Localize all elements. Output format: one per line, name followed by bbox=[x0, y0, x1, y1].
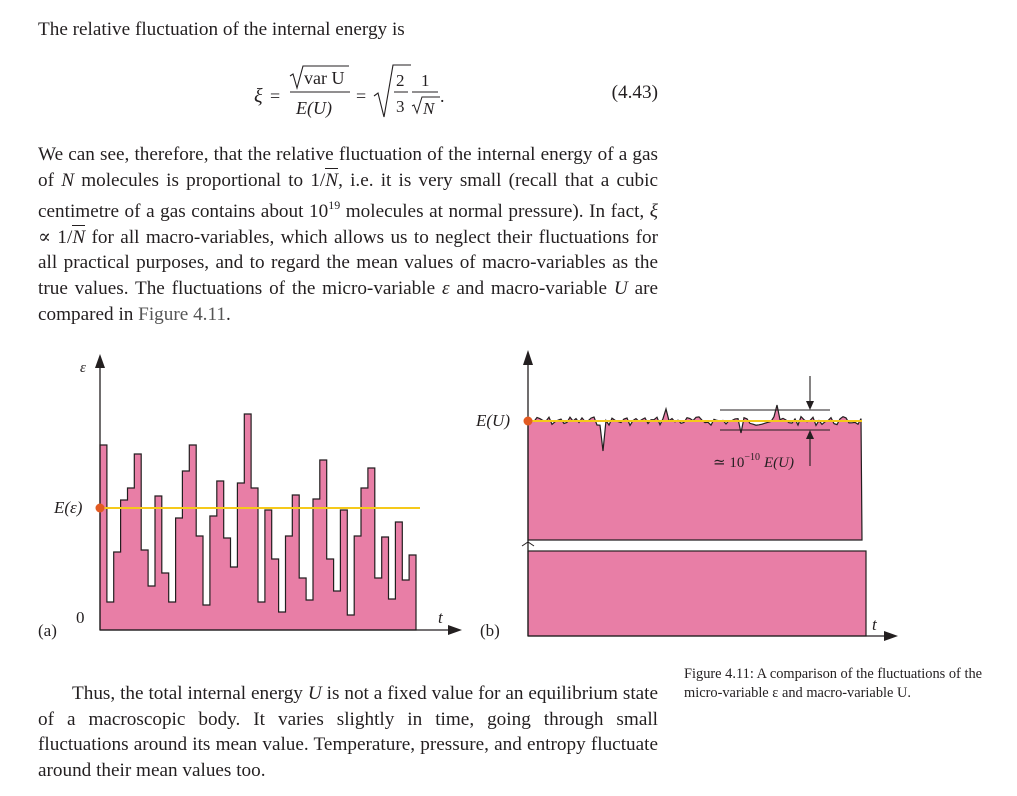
paragraph-1 bbox=[38, 142, 658, 327]
micro-variable-fluctuation-trace bbox=[100, 414, 416, 630]
mean-label-a: E(ε) bbox=[54, 498, 83, 517]
equation-equals-2: = bbox=[356, 86, 367, 106]
big-radical-sign bbox=[374, 65, 411, 117]
equation-one: 1 bbox=[421, 71, 430, 90]
x-axis-arrow-a bbox=[448, 625, 462, 635]
x-axis-label-b: t bbox=[872, 615, 877, 634]
magnitude-annotation: ≃ $10^{-10}$ E(U) bbox=[713, 452, 794, 471]
math-n: N bbox=[61, 169, 74, 191]
text-span: , i.e. it is very small (recall that a cubic centimetre of a gas contains about 10 bbox=[38, 169, 659, 223]
math-u: U bbox=[613, 277, 628, 299]
text-span: molecules is proportional to 1/ bbox=[81, 169, 326, 191]
paragraph-2 bbox=[38, 681, 658, 783]
y-axis-label-a: ε bbox=[80, 360, 86, 376]
text-span: are compared in bbox=[38, 277, 659, 325]
panel-label-a: (a) bbox=[38, 621, 57, 640]
equation-period: . bbox=[440, 86, 445, 106]
bracket-arrowhead-down bbox=[806, 401, 814, 410]
intro-text: The relative fluctuation of the internal energy is bbox=[38, 19, 405, 40]
equation-number: (4.43) bbox=[611, 82, 658, 103]
macro-variable-upper-block bbox=[528, 405, 862, 540]
text-span: ∝ 1/ bbox=[38, 226, 73, 248]
panel-label-b: (b) bbox=[480, 621, 500, 640]
figure-4-11 bbox=[0, 340, 1017, 650]
frac-numerator: 2 bbox=[396, 71, 405, 90]
figure-caption: Figure 4.11: A comparison of the fluctuations of the micro-variable ε and macro-variable U. bbox=[684, 666, 983, 701]
mean-dot-b bbox=[524, 417, 533, 426]
mean-label-b: E(U) bbox=[476, 411, 510, 430]
macro-variable-lower-block bbox=[528, 551, 866, 636]
text-span: for all macro-variables, which allows us to neglect their fluctuations for all practical purposes, and to regard the mean values of macro-variables as the true values. The fluctuations of the micro-variable bbox=[38, 226, 658, 299]
equation-graphic bbox=[238, 62, 658, 128]
math-n: N bbox=[72, 226, 86, 248]
math-xi: ξ bbox=[649, 201, 659, 223]
zero-label-a: 0 bbox=[76, 608, 85, 627]
text-span: is not a fixed value for an equilibrium state of a macroscopic body. It varies slightly in time, going through small fluctuations around its mean value. Temperature, pressure, and entropy fluctuate around their mean values too. bbox=[38, 683, 659, 781]
panel-b bbox=[475, 350, 898, 641]
text-span: Thus, the total internal energy bbox=[72, 683, 303, 704]
x-axis-label-a: t bbox=[438, 608, 443, 627]
equation-xi: ξ bbox=[254, 85, 263, 107]
equation-4-43 bbox=[238, 62, 658, 128]
math-u: U bbox=[307, 683, 322, 704]
equation-denominator: E(U) bbox=[296, 98, 332, 118]
math-epsilon: ε bbox=[441, 277, 450, 299]
panel-a bbox=[38, 354, 462, 640]
frac-denominator: 3 bbox=[396, 97, 405, 116]
text-span: We can see, therefore, that the relative fluctuation of the internal energy of a gas of bbox=[38, 144, 658, 191]
y-axis-arrow-b bbox=[523, 350, 533, 365]
equation-equals-1: = bbox=[270, 86, 281, 106]
figure-link[interactable]: Figure 4.11 bbox=[138, 303, 226, 325]
text-span: . bbox=[225, 303, 231, 325]
equation-n: N bbox=[423, 99, 435, 118]
mean-dot-a bbox=[96, 504, 105, 513]
math-n: N bbox=[325, 169, 339, 191]
text-span: molecules at normal pressure). In fact, bbox=[340, 201, 645, 223]
y-axis-arrow-a bbox=[95, 354, 105, 368]
exponent: 19 bbox=[328, 198, 341, 213]
equation-numerator: var U bbox=[304, 68, 345, 88]
text-span: and macro-variable bbox=[456, 277, 608, 299]
x-axis-arrow-b bbox=[884, 631, 898, 641]
